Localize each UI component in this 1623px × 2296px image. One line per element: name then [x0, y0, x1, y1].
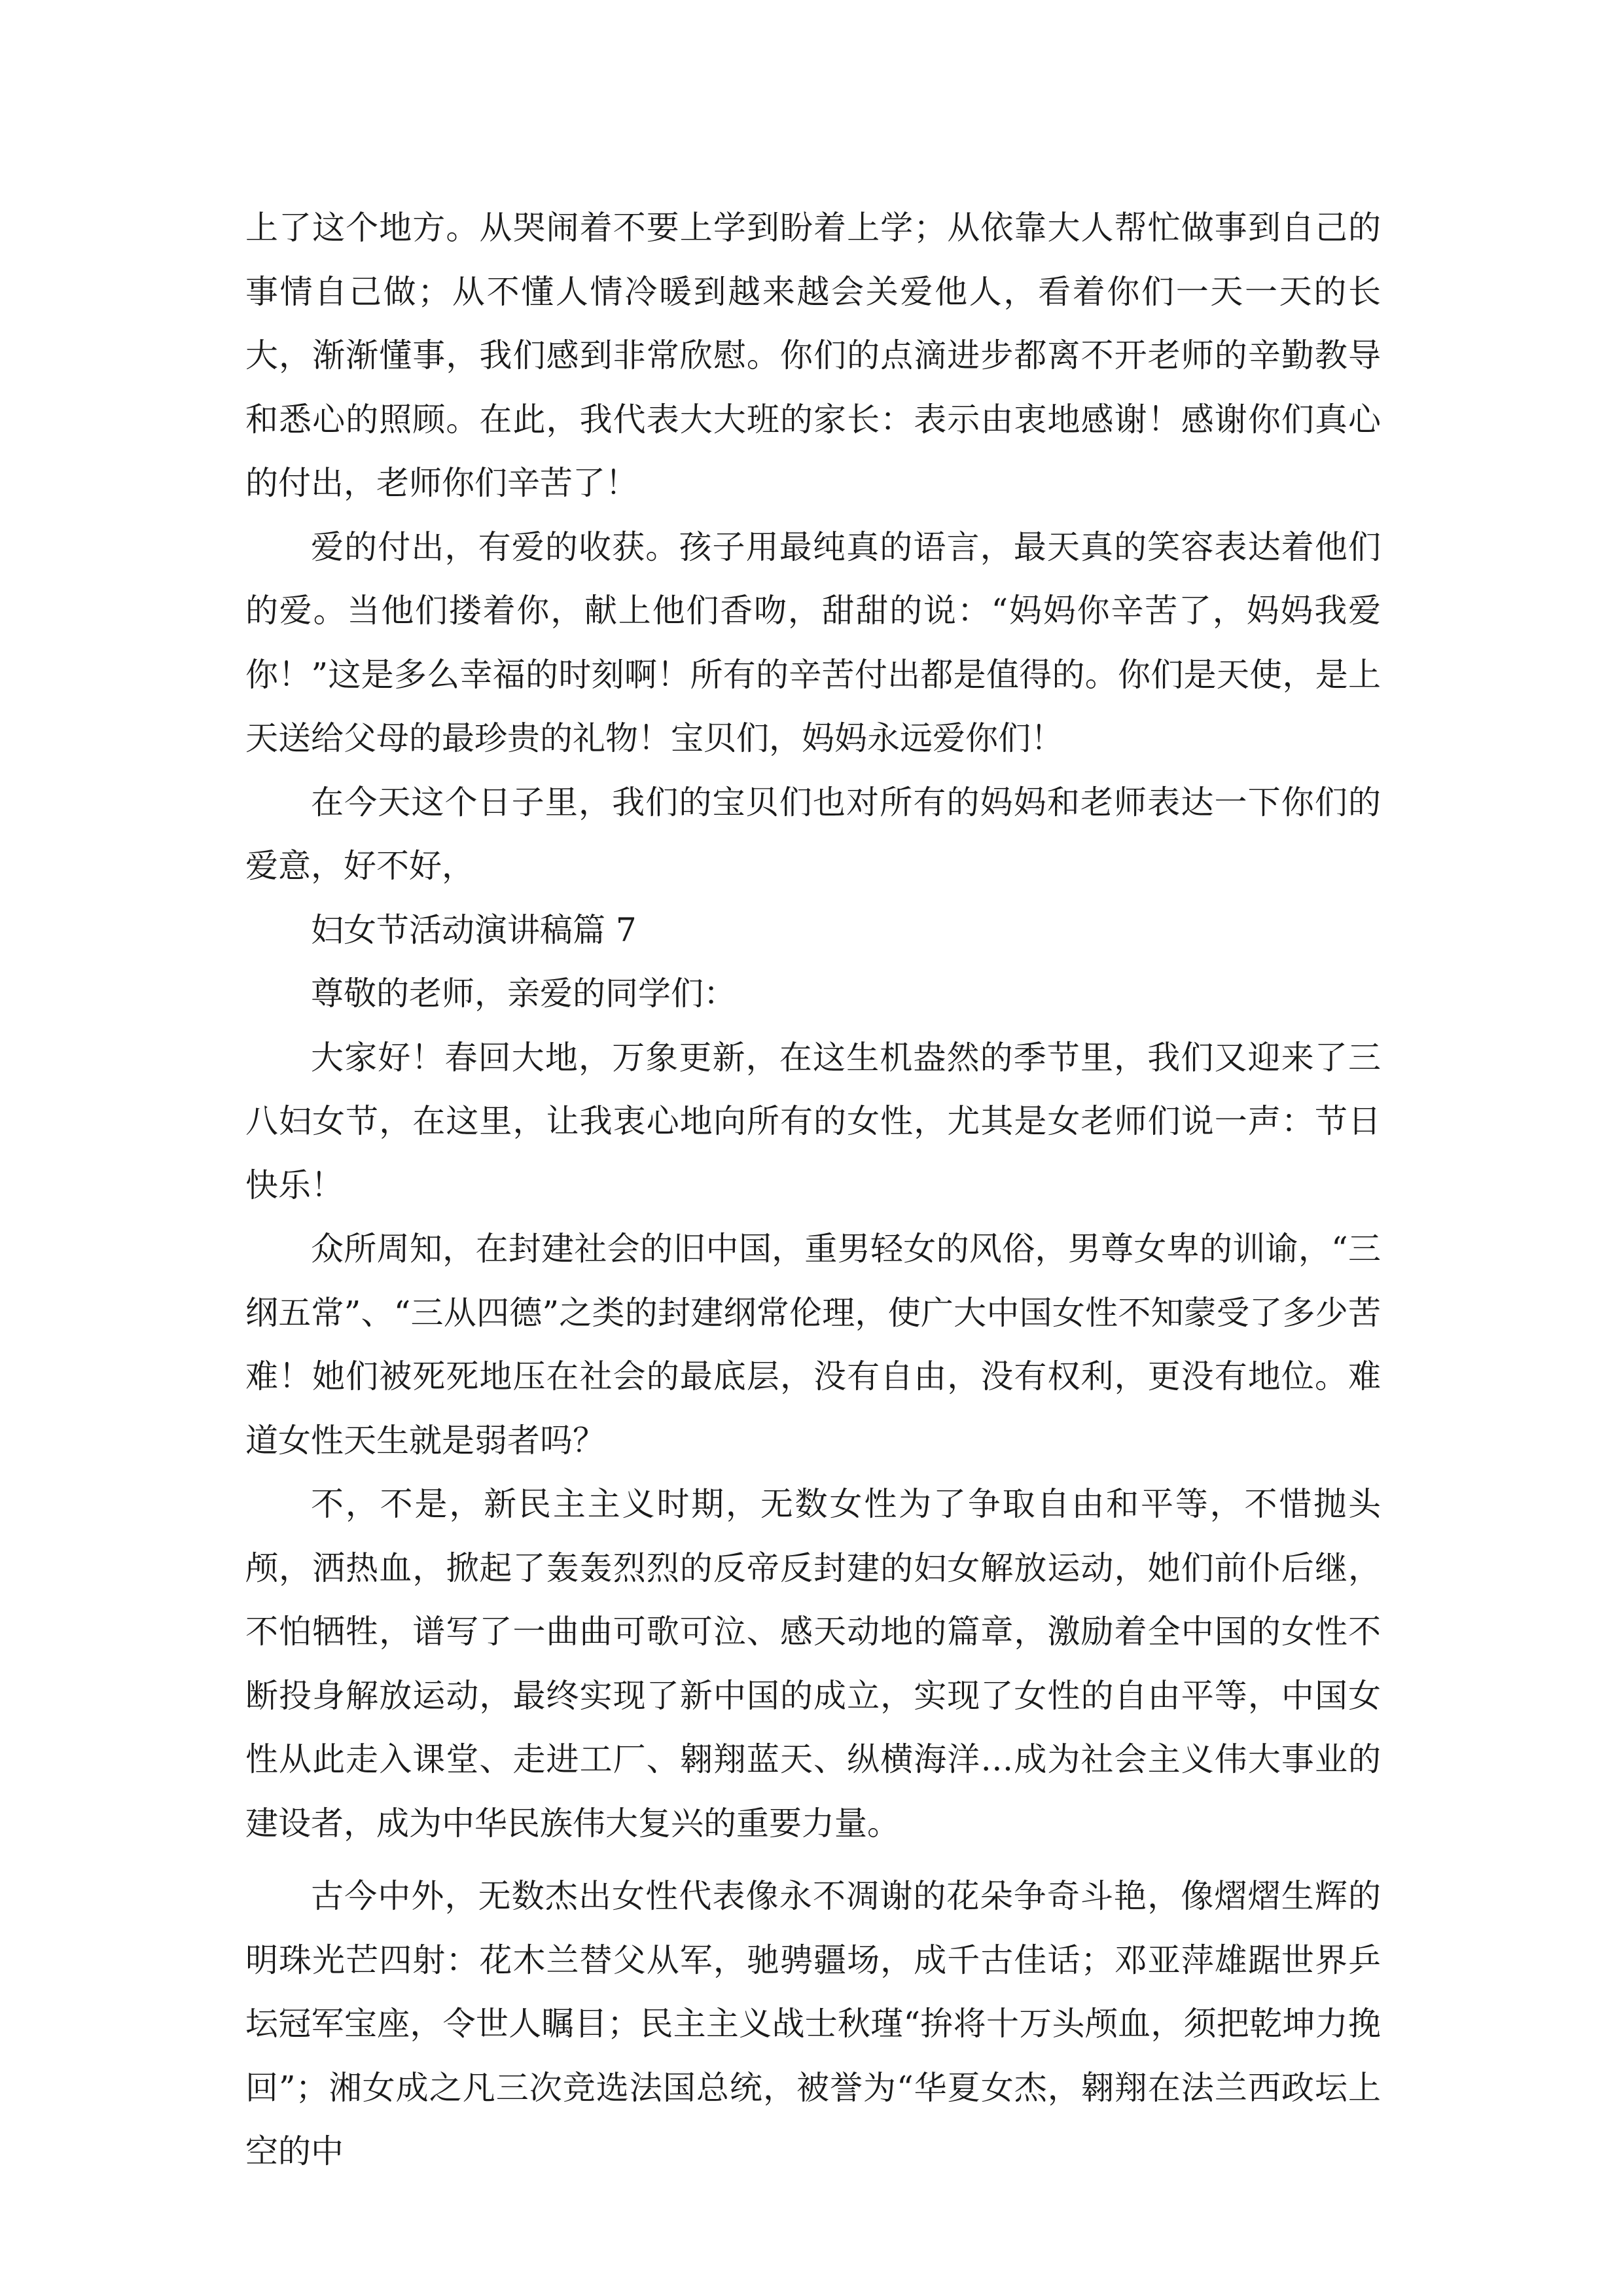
paragraph: 爱的付出，有爱的收获。孩子用最纯真的语言，最天真的笑容表达着他们的爱。当他们搂着你，献上他们香吻，甜甜的说：“妈妈你辛苦了，妈妈我爱你！”这是多么幸福的时刻啊！所有的辛苦付出都是值得的。你们是天使，是上天送给父母的最珍贵的礼物！宝贝们，妈妈永远爱你们！: [245, 528, 1381, 757]
section-heading: 妇女节活动演讲稿篇 7: [311, 910, 637, 949]
document-body: [245, 196, 1381, 2184]
paragraph: 在今天这个日子里，我们的宝贝们也对所有的妈妈和老师表达一下你们的爱意，好不好，: [245, 783, 1381, 885]
paragraph: 众所周知，在封建社会的旧中国，重男轻女的风俗，男尊女卑的训谕，“三纲五常”、“三从四德”之类的封建纲常伦理，使广大中国女性不知蒙受了多少苦难！她们被死死地压在社会的最底层，没有自由，没有权利，更没有地位。难道女性天生就是弱者吗？: [245, 1230, 1381, 1460]
paragraph-continued: 上了这个地方。从哭闹着不要上学到盼着上学；从依靠大人帮忙做事到自己的事情自己做；从不懂人情冷暖到越来越会关爱他人，看着你们一天一天的长大，渐渐懂事，我们感到非常欣慰。你们的点滴进步都离不开老师的辛勤教导和悉心的照顾。在此，我代表大大班的家长：表示由衷地感谢！感谢你们真心的付出，老师你们辛苦了！: [245, 209, 1381, 502]
paragraph: 古今中外，无数杰出女性代表像永不凋谢的花朵争奇斗艳，像熠熠生辉的明珠光芒四射：花木兰替父从军，驰骋疆场，成千古佳话；邓亚萍雄踞世界乒坛冠军宝座，令世人瞩目；民主主义战士秋瑾“拚将十万头颅血，须把乾坤力挽回”；湘女成之凡三次竞选法国总统，被誉为“华夏女杰，翱翔在法兰西政坛上空的中: [245, 1877, 1381, 2170]
paragraph: 大家好！春回大地，万象更新，在这生机盎然的季节里，我们又迎来了三八妇女节，在这里，让我衷心地向所有的女性，尤其是女老师们说一声：节日快乐！: [245, 1038, 1381, 1204]
paragraph: 不，不是，新民主主义时期，无数女性为了争取自由和平等，不惜抛头颅，洒热血，掀起了轰轰烈烈的反帝反封建的妇女解放运动，她们前仆后继，不怕牺牲，谱写了一曲曲可歌可泣、感天动地的篇章，激励着全中国的女性不断投身解放运动，最终实现了新中国的成立，实现了女性的自由平等，中国女性从此走入课堂、走进工厂、翱翔蓝天、纵横海洋…成为社会主义伟大事业的建设者，成为中华民族伟大复兴的重要力量。: [245, 1485, 1381, 1842]
salutation: 尊敬的老师，亲爱的同学们：: [311, 975, 736, 1013]
